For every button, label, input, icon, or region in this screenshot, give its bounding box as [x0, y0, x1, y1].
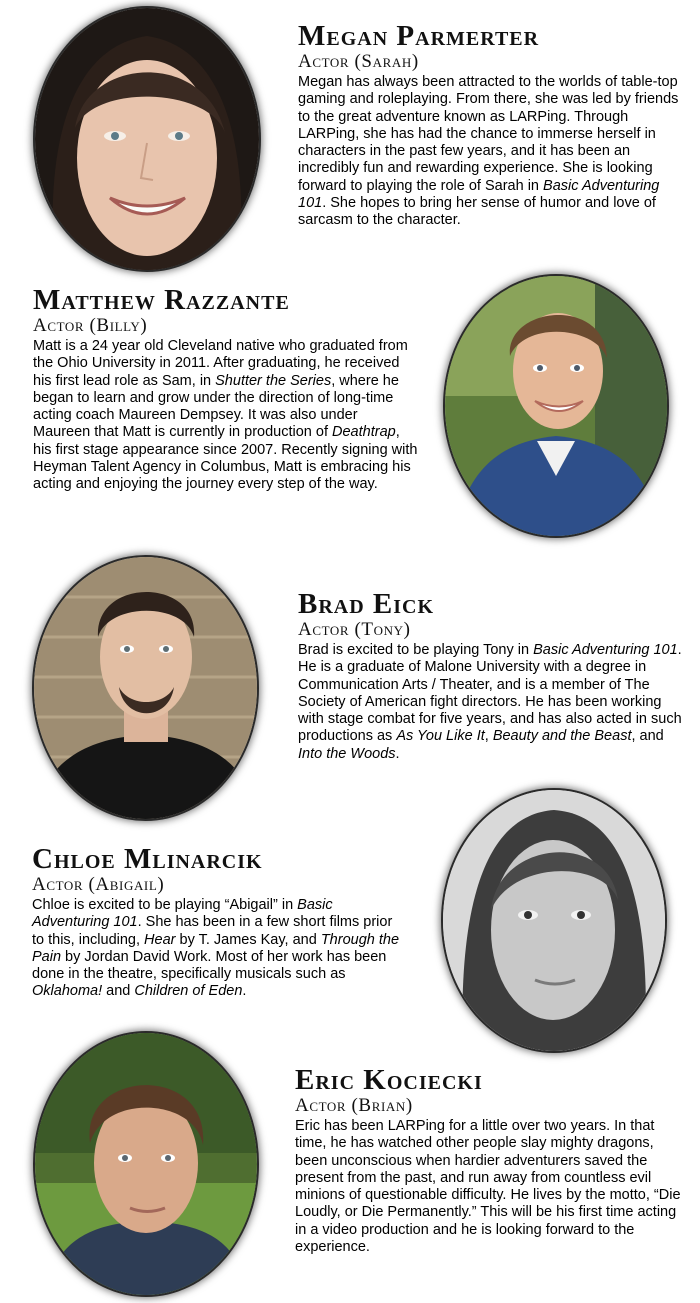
- megan-role: Actor (Sarah): [298, 51, 419, 72]
- matthew-name: Matthew Razzante: [33, 284, 290, 316]
- bio-italic-title: Shutter the Series: [215, 372, 332, 389]
- bio-text-run: Eric has been LARPing for a little over two years. In that time, he has watched other people slay mighty dragons, been unconscious when hardier adventurers saved the present from the past, and run away from countless evil minions of questionable difficulty. He lives by the motto, “Die Loudly, or Die Permanently.” This will be his first time acting in a video production and he is looking forward to the experience.: [295, 1118, 681, 1256]
- eric-bio-text: [295, 1118, 687, 1256]
- bio-italic-title: Hear: [144, 931, 176, 948]
- bio-text-run: by T. James Kay, and: [175, 931, 321, 948]
- bio-text-run: by Jordan David Work. Most of her work has been done in the theatre, specifically musicals such as: [32, 948, 387, 983]
- bio-text-run: Brad is excited to be playing Tony in: [298, 642, 534, 658]
- bio-italic-title: Deathtrap: [332, 424, 396, 441]
- bio-text-run: . She hopes to bring her sense of humor and love of sarcasm to the character.: [298, 195, 656, 229]
- eric-bio: [295, 1064, 687, 1256]
- matthew-portrait-photo: [445, 276, 667, 536]
- bio-text-run: . She has been in a few short films prior to this, including,: [32, 914, 393, 948]
- brad-role: Actor (Tony): [298, 619, 411, 640]
- bio-text-run: ,: [484, 728, 493, 745]
- bio-text-run: , where he began to learn and grow under the direction of long-time acting coach Maureen Dempsey. It was also under Maureen that Matt is currently in production of: [33, 372, 399, 441]
- eric-name: Eric Kociecki: [295, 1064, 483, 1096]
- bio-italic-title: Through the Pain: [32, 931, 400, 965]
- chloe-bio-text: [32, 897, 402, 1001]
- megan-portrait-photo: [35, 8, 259, 270]
- bio-italic-title: As You Like It: [396, 728, 485, 745]
- matthew-bio: [33, 284, 418, 494]
- eric-role: Actor (Brian): [295, 1095, 413, 1116]
- brad-name: Brad Eick: [298, 588, 435, 620]
- bio-text-run: .: [242, 983, 247, 1000]
- bio-italic-title: Into the Woods: [298, 745, 396, 762]
- bio-italic-title: Basic Adventuring 101: [533, 642, 678, 658]
- bio-italic-title: Children of Eden: [134, 983, 243, 1000]
- bio-text-run: , his first stage appearance since 2007. Recently signing with Heyman Talent Agency in Columbus, Matt is embracing his acting and enjoying the journey every step of the way.: [33, 424, 418, 493]
- matthew-role: Actor (Billy): [33, 315, 148, 336]
- bio-text-run: Chloe is excited to be playing “Abigail” in: [32, 897, 298, 913]
- bio-text-run: and: [102, 983, 135, 1000]
- bio-text-run: Megan has always been attracted to the worlds of table-top gaming and roleplaying. From there, she was led by friends to the great adventure known as LARPing. Through LARPing, she has had the chance to immerse herself in characters in the past few years, and it has been an incredibly fun and rewarding experience. She is looking forward to playing the role of Sarah in: [298, 74, 679, 194]
- bio-italic-title: Beauty and the Beast: [492, 728, 632, 745]
- bio-italic-title: Oklahoma!: [32, 983, 103, 1000]
- bio-text-run: .: [395, 745, 400, 762]
- brad-portrait-photo: [34, 557, 257, 819]
- bio-text-run: , and: [631, 728, 664, 745]
- bio-italic-title: Basic Adventuring 101: [32, 897, 333, 931]
- brad-bio-text: [298, 642, 688, 763]
- brad-bio: [298, 588, 688, 763]
- megan-bio: [298, 20, 683, 230]
- megan-name: Megan Parmerter: [298, 20, 540, 52]
- megan-bio-text: [298, 74, 683, 230]
- bio-text-run: Matt is a 24 year old Cleveland native who graduated from the Ohio University in 2011. After graduating, he received his first lead role as Sam, in: [33, 338, 408, 389]
- matthew-bio-text: [33, 338, 418, 494]
- chloe-portrait-photo: [443, 790, 665, 1051]
- chloe-role: Actor (Abigail): [32, 874, 165, 895]
- bio-italic-title: Basic Adventuring 101: [298, 177, 660, 212]
- chloe-bio: [32, 843, 402, 1001]
- chloe-name: Chloe Mlinarcik: [32, 843, 263, 875]
- eric-portrait-photo: [35, 1033, 257, 1295]
- bio-text-run: . He is a graduate of Malone University with a degree in Communication Arts / Theater, and is a member of The Society of American fight directors. He has been working with stage combat for five years, and has also acted in such productions as: [298, 642, 682, 745]
